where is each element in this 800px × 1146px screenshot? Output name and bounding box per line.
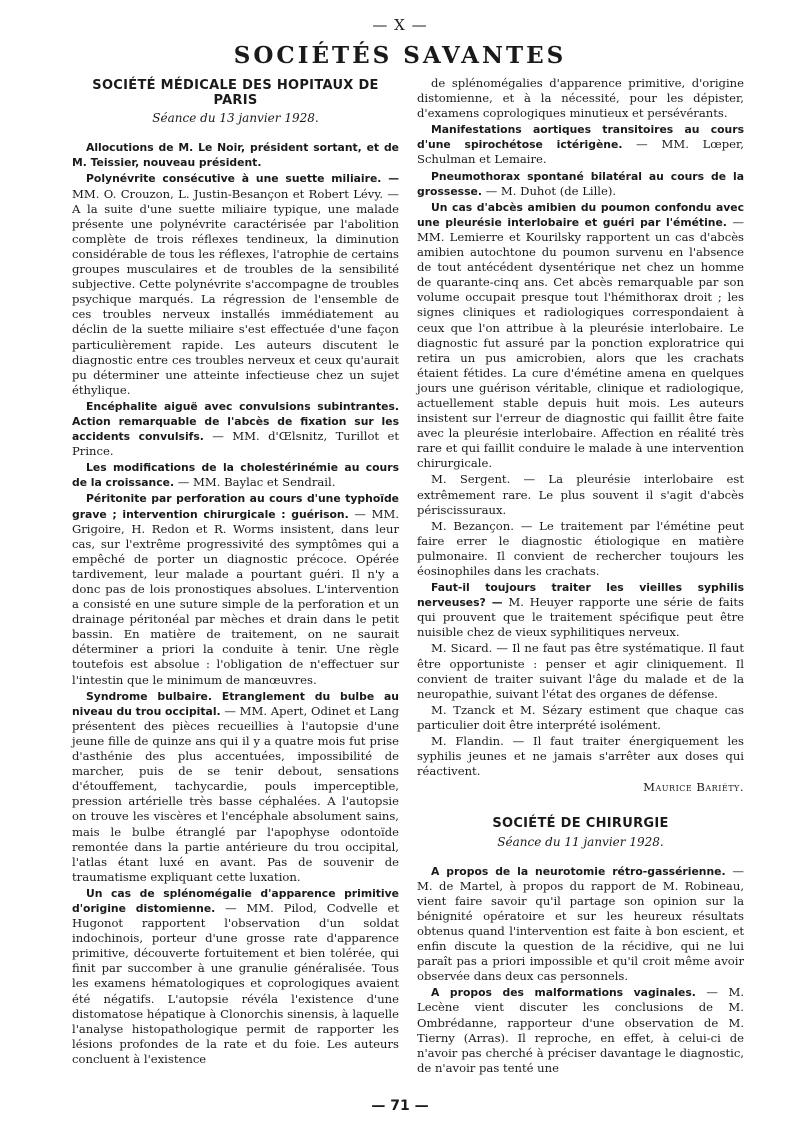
paragraph [72,689,399,885]
paragraph-title: Les modifications de la cholestérinémie au cours de la croissance. [72,461,399,490]
paragraph [72,886,399,1067]
paragraph-body: — MM. Pilod, Codvelle et Hugonot rapportent l'observation d'un soldat indochinois, porteur d'une grosse rate d'apparence primitive, découverte fortuitement et bien tolérée, qui finit par succomber à une granulie généralisée. Tous les examens hématologiques et coprologiques avaient été négatifs. L'autopsie révéla l'existence d'une distomatose hépatique à Clonorchis sinensis, à laquelle l'analyse histopathologique permit de rapporter les lésions profondes de la rate et du foie. Les auteurs concluent à l'existence [72,900,399,1066]
page-title: SOCIÉTÉS SAVANTES [233,42,567,69]
paragraph-body: M. Tzanck et M. Sézary estiment que chaque cas particulier doit être interprété isolément. [417,702,744,732]
paragraph-body: M. Bezançon. — Le traitement par l'émétine peut faire errer le diagnostic étiologique en matière pulmonaire. Il convient de rechercher toujours les éosinophiles dans les crachats. [417,518,744,578]
paragraph [417,472,744,517]
paragraph-body: M. Heuyer rapporte une série de faits qui prouvent que le traitement spécifique peut être nuisible chez de vieux syphilitiques nerveux. [417,595,744,640]
paragraph [417,519,744,579]
paragraph-title: Faut-il toujours traiter les vieilles syphilis nerveuses? — [417,581,744,610]
paragraph [417,641,744,701]
surgery-paragraphs [417,864,744,1076]
left-column [72,76,399,1068]
paragraph [417,734,744,779]
paragraph-title: Polynévrite consécutive à une suette miliaire. — [86,172,399,186]
session-date: Séance du 13 janvier 1928. [152,111,319,126]
paragraph [72,171,399,397]
paragraph-body: — M. de Martel, à propos du rapport de M. Robineau, vient faire savoir qu'il partage son opinion sur la bénignité opératoire et sur les heureux résultats obtenus quand l'intervention est faite à bon escient, et enfin discute la question de la récidive, qui ne lui paraît pas a priori impossible et qu'il croit même avoir observée dans deux cas personnels. [417,863,745,984]
paragraph-title: Encéphalite aiguë avec convulsions subintrantes. Action remarquable de l'abcès de fixation sur les accidents convulsifs. [72,399,399,444]
paragraph [72,491,399,687]
paragraph [417,985,744,1076]
paragraph-body: — MM. Apert, Odinet et Lang présentent des pièces recueillies à l'autopsie d'une jeune fille de quinze ans qui il y a quatre mois fut prise d'asthénie des plus accentuées, impossibilité de marcher, puis de se tenir debout, sensations d'étouffement, tachycardie, pouls imperceptible, pression artérielle très basse céphalées. A l'autopsie on trouve les viscères et l'encéphale absolument sains, mais le bulbe étranglé par l'apophyse odontoïde remontée dans la partie antérieure du trou occipital, l'atlas étant luxé en avant. Pas de souvenir de traumatisme expliquant cette luxation. [72,703,399,884]
paragraph-title: A propos des malformations vaginales. [431,986,696,1000]
right-column [417,76,744,1077]
paragraph-body: de splénomégalies d'apparence primitive, d'origine distomienne, et à la nécessité, pour les dépister, d'examens coprologiques minutieux et persévérants. [417,76,744,121]
society-heading: SOCIÉTÉ MÉDICALE DES HOPITAUX DE PARIS [92,78,379,109]
society-heading-surgery: SOCIÉTÉ DE CHIRURGIE [492,816,669,832]
paragraph [72,460,399,490]
paragraph-body: — MM. Lœper, Schulman et Lemaire. [417,137,744,167]
paragraph [417,76,744,121]
paragraph-body: — MM. Lemierre et Kourilsky rapportent un cas d'abcès amibien autochtone du poumon survenu en l'absence de tout antécédent dysentérique net chez un homme de quarante-cinq ans. Cet abcès remarquable par son volume occupait presque tout l'hémithorax droit ; les signes cliniques et radiologiques correspondaient à ceux que l'on attribue à la pleurésie interlobaire. Le diagnostic fut assuré par la ponction exploratrice qui retira un pus amicrobien, alors que les crachats étaient fétides. La cure d'émétine amena en quelques jours une guérison véritable, clinique et radiologique, actuellement stable depuis huit mois. Les auteurs insistent sur l'erreur de diagnostic qui faillit être faite avec la pleurésie interlobaire. Affection en réalité très rare et qui faillit conduire le malade à une intervention chirurgicale. [417,214,744,471]
paragraph-title: Manifestations aortiques transitoires au cours d'une spirochétose ictérigène. [417,123,744,152]
paragraph [72,399,399,459]
paragraph [417,169,744,199]
paragraph-body: MM. O. Crouzon, L. Justin-Besançon et Robert Lévy. — A la suite d'une suette miliaire typique, une malade présente une polynévrite caractérisée par l'abolition complète de trois réflexes tendineux, la diminution considérable de tous les réflexes, l'atrophie de certains groupes musculaires et de troubles de la sensibilité subjective. Cette polynévrite s'accompagne de troubles psychique marqués. La régression de l'ensemble de ces troubles nerveux installés immédiatement au déclin de la suette miliaire s'est effectuée d'une façon particulièrement rapide. Les auteurs discutent le diagnostic entre ces troubles nerveux et ceux qu'aurait pu déterminer une atteinte infectieuse chez un sujet éthylique. [72,186,399,397]
paragraph-body: — MM. Grigoire, H. Redon et R. Worms insistent, dans leur cas, sur l'extrême progressivité des symptômes qui a empêché de porter un diagnostic précoce. Opérée tardivement, leur malade a pourtant guéri. Il n'y a donc pas de lois pronostiques absolues. L'intervention a consisté en une suture simple de la perforation et un drainage péritonéal par mèches et drain dans le petit bassin. En matière de traitement, on ne saurait déterminer a priori la conduite à tenir. Une règle toutefois est absolue : l'obligation de n'effectuer sur l'intestin que le minimum de manœuvres. [72,506,400,687]
roman-folio: — X — [372,16,428,34]
paragraph-title: Un cas d'abcès amibien du poumon confondu avec une pleurésie interlobaire et guéri par l'émétine. [417,200,744,229]
paragraph-body: — M. Lecène vient discuter les conclusions de M. Ombrédanne, rapporteur d'une observation de M. Tierny (Arras). Il reproche, en effet, à celui-ci de n'avoir pas cherché à préciser davantage le diagnostic, de n'avoir pas tenté une [417,985,745,1075]
paragraph [417,122,744,167]
paragraph-body: — MM. Baylac et Sendrail. [177,475,336,490]
paragraph-body: M. Sicard. — Il ne faut pas être systématique. Il faut être opportuniste : penser et agir cliniquement. Il convient de traiter suivant l'âge du malade et de la neuropathie, suivant l'état des organes de défense. [417,641,744,701]
session-date-surgery: Séance du 11 janvier 1928. [497,834,664,849]
paragraph [417,703,744,733]
paragraph-title: Syndrome bulbaire. Etranglement du bulbe au niveau du trou occipital. [72,689,399,718]
paragraph-body: M. Sergent. — La pleurésie interlobaire est extrêmement rare. Le plus souvent il s'agit d'abcès périscissuraux. [417,472,744,517]
paragraph-title: Péritonite par perforation au cours d'une typhoïde grave ; intervention chirurgicale : guérison. [72,492,399,521]
signature-line [417,780,744,795]
paragraph-title: Un cas de splénomégalie d'apparence primitive d'origine distomienne. [72,886,399,915]
paragraph-title: Pneumothorax spontané bilatéral au cours de la grossesse. [417,169,744,198]
paragraph [72,140,399,170]
right-paragraphs [417,76,744,779]
paragraph [417,580,744,640]
paragraph-title: Allocutions de M. Le Noir, président sortant, et de M. Teissier, nouveau président. [72,141,399,170]
paragraph [417,864,744,985]
paragraph [417,200,744,472]
paragraph-title: A propos de la neurotomie rétro-gassérienne. [431,864,726,878]
page-number: — 71 — [371,1098,429,1114]
paragraph-body: — MM. d'Œlsnitz, Turillot et Prince. [72,429,400,459]
left-paragraphs [72,140,399,1067]
signature: Maurice Bariéty. [643,780,744,795]
paragraph-body: M. Flandin. — Il faut traiter énergiquement les syphilis jeunes et ne jamais s'arrêter aux doses qui réactivent. [417,734,744,779]
paragraph-body: — M. Duhot (de Lille). [485,183,617,198]
